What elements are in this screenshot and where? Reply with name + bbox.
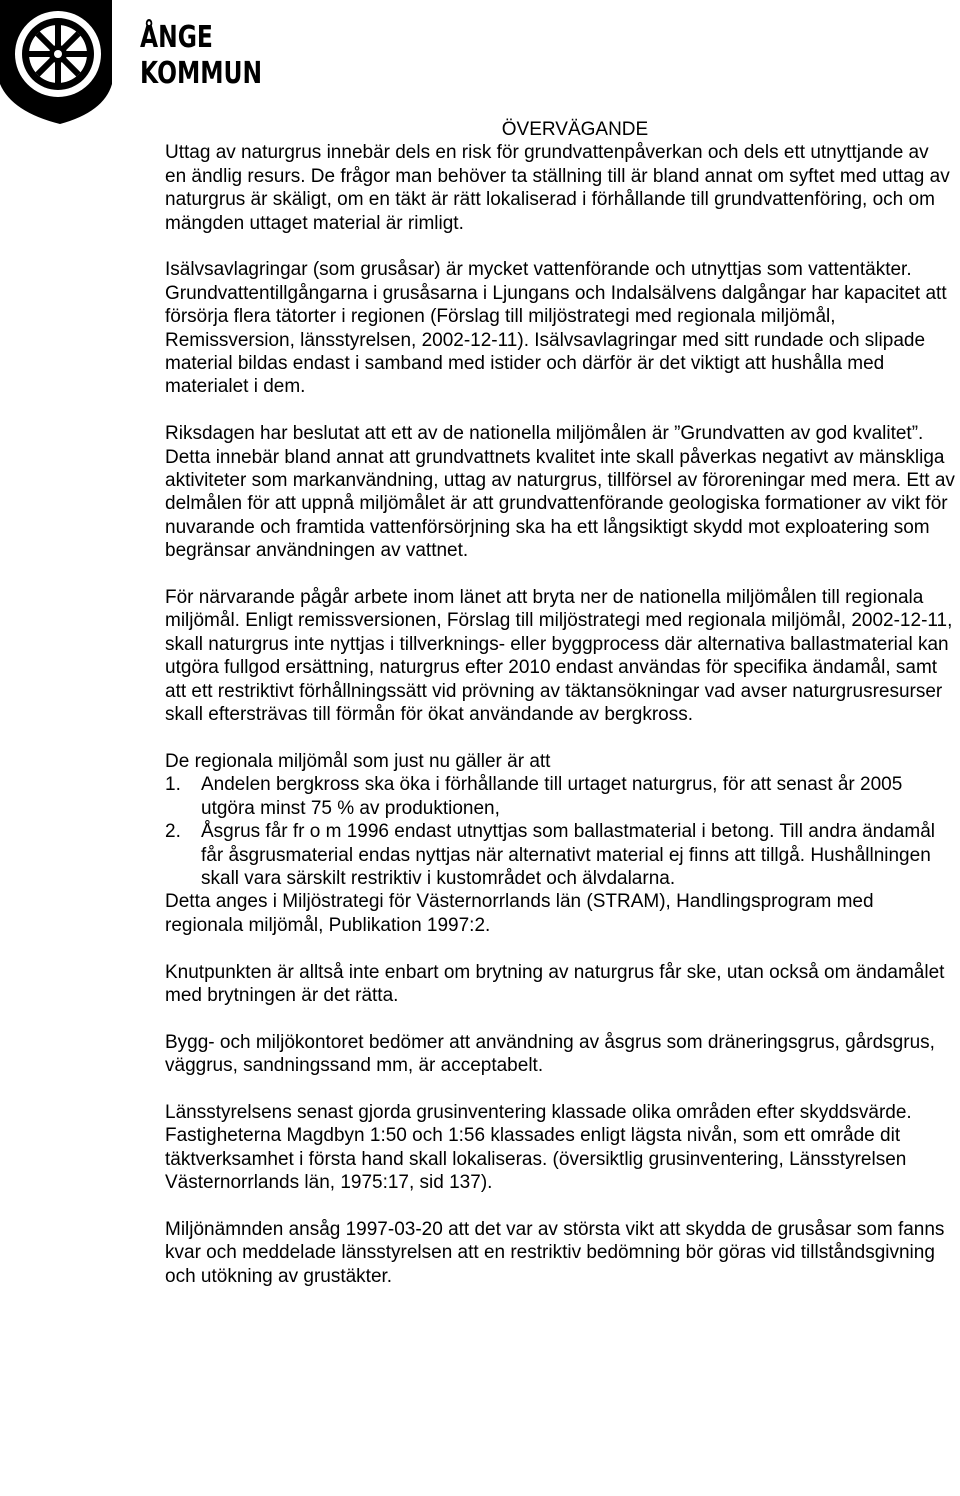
list-source-note: Detta anges i Miljöstrategi för Västernorrlands län (STRAM), Handlingsprogram med regionala miljömål, Publikation 1997:2. bbox=[165, 891, 874, 936]
section-heading: ÖVERVÄGANDE bbox=[501, 119, 649, 140]
logo-wordmark bbox=[140, 20, 262, 92]
logo-line-2: KOMMUN bbox=[140, 56, 263, 91]
paragraph-1: Uttag av naturgrus innebär dels en risk för grundvattenpåverkan och dels ett utnyttjande av en ändlig resurs. De frågor man behöver ta ställning till är bland annat om syftet med uttag av naturgrus är skäligt, om en täkt är rätt lokaliserad i förhållande till grundvattenföring, och om mängden uttaget material är rimligt. bbox=[165, 142, 950, 234]
logo-line-1: ÅNGE bbox=[140, 20, 213, 55]
paragraph-3: Riksdagen har beslutat att ett av de nationella miljömålen är ”Grundvatten av god kvalitet”. Detta innebär bland annat att grundvattnets kvalitet inte skall påverkas negativt av mänskliga aktiviteter som markanvändning, uttag av naturgrus, tillförsel av föroreningar med mera. Ett av delmålen för att uppnå miljömålet är att grundvattenförande geologiska formationer av vikt för nuvarande och framtida vattenförsörjning ska ha ett långsiktigt skydd mot exploatering som begränsar användningen av vattnet. bbox=[165, 423, 955, 562]
paragraph-8: Miljönämnden ansåg 1997-03-20 att det var av största vikt att skydda de grusåsar som fanns kvar och meddelade länsstyrelsen att en restriktiv bedömning bör göras vid tillståndsgivning och utökning av grustäkter. bbox=[165, 1218, 945, 1287]
municipality-logo bbox=[0, 0, 263, 130]
list-item bbox=[165, 773, 955, 820]
list-item-text: Åsgrus får fr o m 1996 endast utnyttjas som ballastmaterial i betong. Till andra ändamål får åsgrusmaterial endas nyttjas när alternativt material ej finns att tillgå. Hushållningen skall vara särskilt restriktiv i kustområdet och älvdalarna. bbox=[201, 821, 935, 889]
list-item bbox=[165, 820, 955, 890]
list-item-number: 1. bbox=[165, 774, 181, 796]
paragraph-5: Knutpunkten är alltså inte enbart om brytning av naturgrus får ske, utan också om ändamålet med brytningen är det rätta. bbox=[165, 961, 945, 1006]
goal-list bbox=[165, 773, 955, 890]
paragraph-4: För närvarande pågår arbete inom länet att bryta ner de nationella miljömålen till regionala miljömål. Enligt remissversionen, Förslag till miljöstrategi med regionala miljömål, 2002-12-11, skall naturgrus inte nyttjas i tillverknings- eller byggprocess där alternativa ballastmaterial kan utgöra fullgod ersättning, naturgrus efter 2010 endast användas för specifika ändamål, samt att ett restriktivt förhållningssätt vid prövning av täktansökningar vad avser naturgrusresurser skall eftersträvas till förmån för ökat användande av bergkross. bbox=[165, 587, 953, 726]
paragraph-2: Isälvsavlagringar (som grusåsar) är mycket vattenförande och utnyttjas som vattentäkter. Grundvattentillgångarna i grusåsarna i Ljungans och Indalsälvens dalgångar har kapacitet att försörja flera tätorter i regionen (Förslag till miljöstrategi med regionala miljömål, Remissversion, länsstyrelsen, 2002-12-11). Isälvsavlagringar med sitt rundade och slipade material bildas endast i samband med istider och därför är det viktigt att hushålla med materialet i dem. bbox=[165, 259, 947, 398]
list-item-number: 2. bbox=[165, 821, 181, 843]
list-intro: De regionala miljömål som just nu gäller är att bbox=[165, 750, 551, 772]
wheel-emblem-icon bbox=[0, 0, 140, 130]
paragraph-6: Bygg- och miljökontoret bedömer att användning av åsgrus som dräneringsgrus, gårdsgrus, väggrus, sandningssand mm, är acceptabelt. bbox=[165, 1031, 935, 1077]
document-body bbox=[165, 118, 955, 1312]
paragraph-7: Länsstyrelsens senast gjorda grusinventering klassade olika områden efter skyddsvärde. Fastigheterna Magdbyn 1:50 och 1:56 klassades enligt lägsta nivån, som ett område dit täktverksamhet i första hand skall lokaliseras. (översiktlig grusinventering, Länsstyrelsen Västernorrlands län, 1975:17, sid 137). bbox=[165, 1101, 912, 1194]
list-item-text: Andelen bergkross ska öka i förhållande till urtaget naturgrus, för att senast år 2005 utgöra minst 75 % av produktionen, bbox=[201, 774, 903, 819]
